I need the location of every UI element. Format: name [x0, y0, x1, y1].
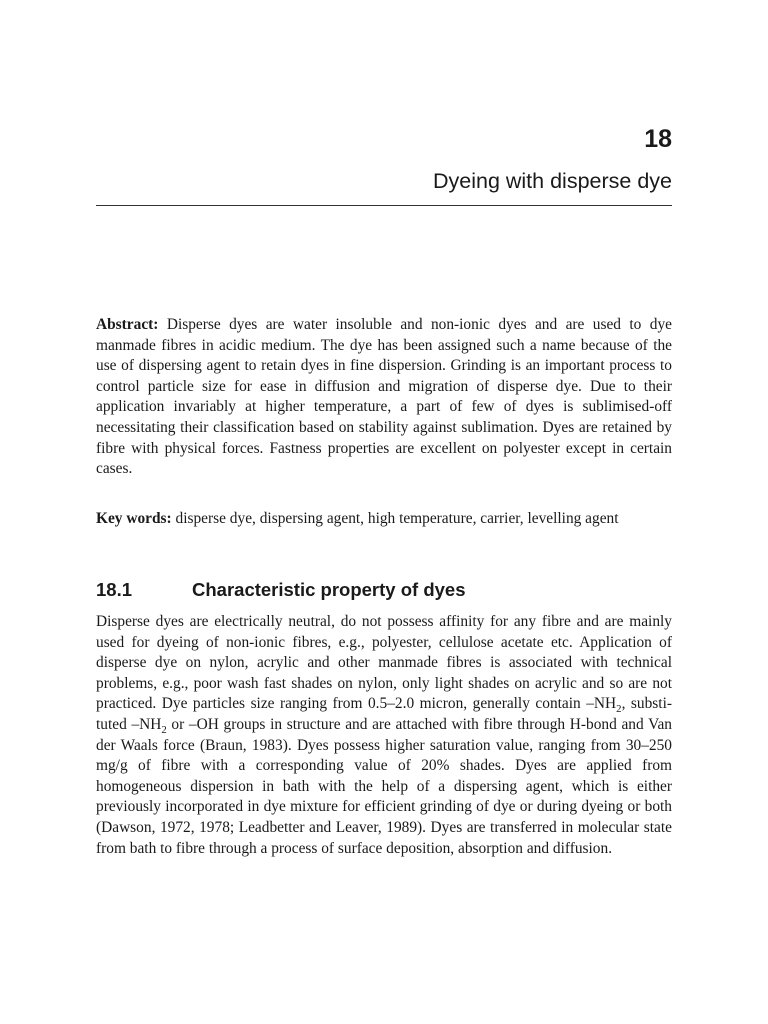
- abstract-label: Abstract:: [96, 316, 159, 333]
- abstract-text: Disperse dyes are water insoluble and non-ionic dyes and are used to dye manmade fibres in acidic medium. The dye has been assigned such a name because of the use of dispersing agent to retain dyes in fine dispersion. Grinding is an important process to control particle size for ease in diffusion and migration of disperse dye. Due to their application invariably at higher temperature, a part of few of dyes is sublimised-off necessitating their classification based on stability against sublimation. Dyes are retained by fibre with physical forces. Fastness properties are excellent on polyester except in certain cases.: [96, 316, 672, 478]
- subscript-2: 2: [161, 724, 167, 737]
- body-text-part2: , substituted –NH: [96, 695, 672, 733]
- abstract-paragraph: [96, 315, 672, 480]
- body-text-part3: or –OH groups in structure and are attached with fibre through H-bond and Van der Waals force (Braun, 1983). Dyes possess higher saturation value, ranging from 30–250 mg/g of fibre with a corresponding value of 20% shades. Dyes are applied from homogeneous dispersion in bath with the help of a dispersing agent, which is either previously incorporated in dye mixture for efficient grinding of dye or during dyeing or both (Dawson, 1972, 1978; Leadbetter and Leaver, 1989). Dyes are transferred in molecular state from bath to fibre through a process of surface deposition, absorption and diffusion.: [96, 715, 673, 857]
- keywords-paragraph: [96, 509, 672, 530]
- section-title: Characteristic property of dyes: [192, 579, 466, 600]
- chapter-title: Dyeing with disperse dye: [432, 169, 672, 193]
- chapter-divider: [96, 205, 672, 206]
- body-text-part1: Disperse dyes are electrically neutral, do not possess affinity for any fibre and are mainly used for dyeing of non-ionic fibres, e.g., polyester, cellulose acetate etc. Application of disperse dye on nylon, acrylic and other manmade fibres is associated with technical problems, e.g., poor wash fast shades on nylon, only light shades on acrylic and so are not practiced. Dye particles size ranging from 0.5–2.0 micron, generally contain –NH: [96, 613, 672, 713]
- section-number: 18.1: [96, 579, 133, 600]
- chapter-number: 18: [644, 125, 672, 153]
- keywords-text: disperse dye, dispersing agent, high temperature, carrier, levelling agent: [175, 510, 619, 527]
- subscript-2: 2: [616, 703, 622, 716]
- keywords-label: Key words:: [96, 510, 172, 527]
- section-heading: [96, 578, 465, 602]
- section-body-paragraph: [96, 612, 672, 859]
